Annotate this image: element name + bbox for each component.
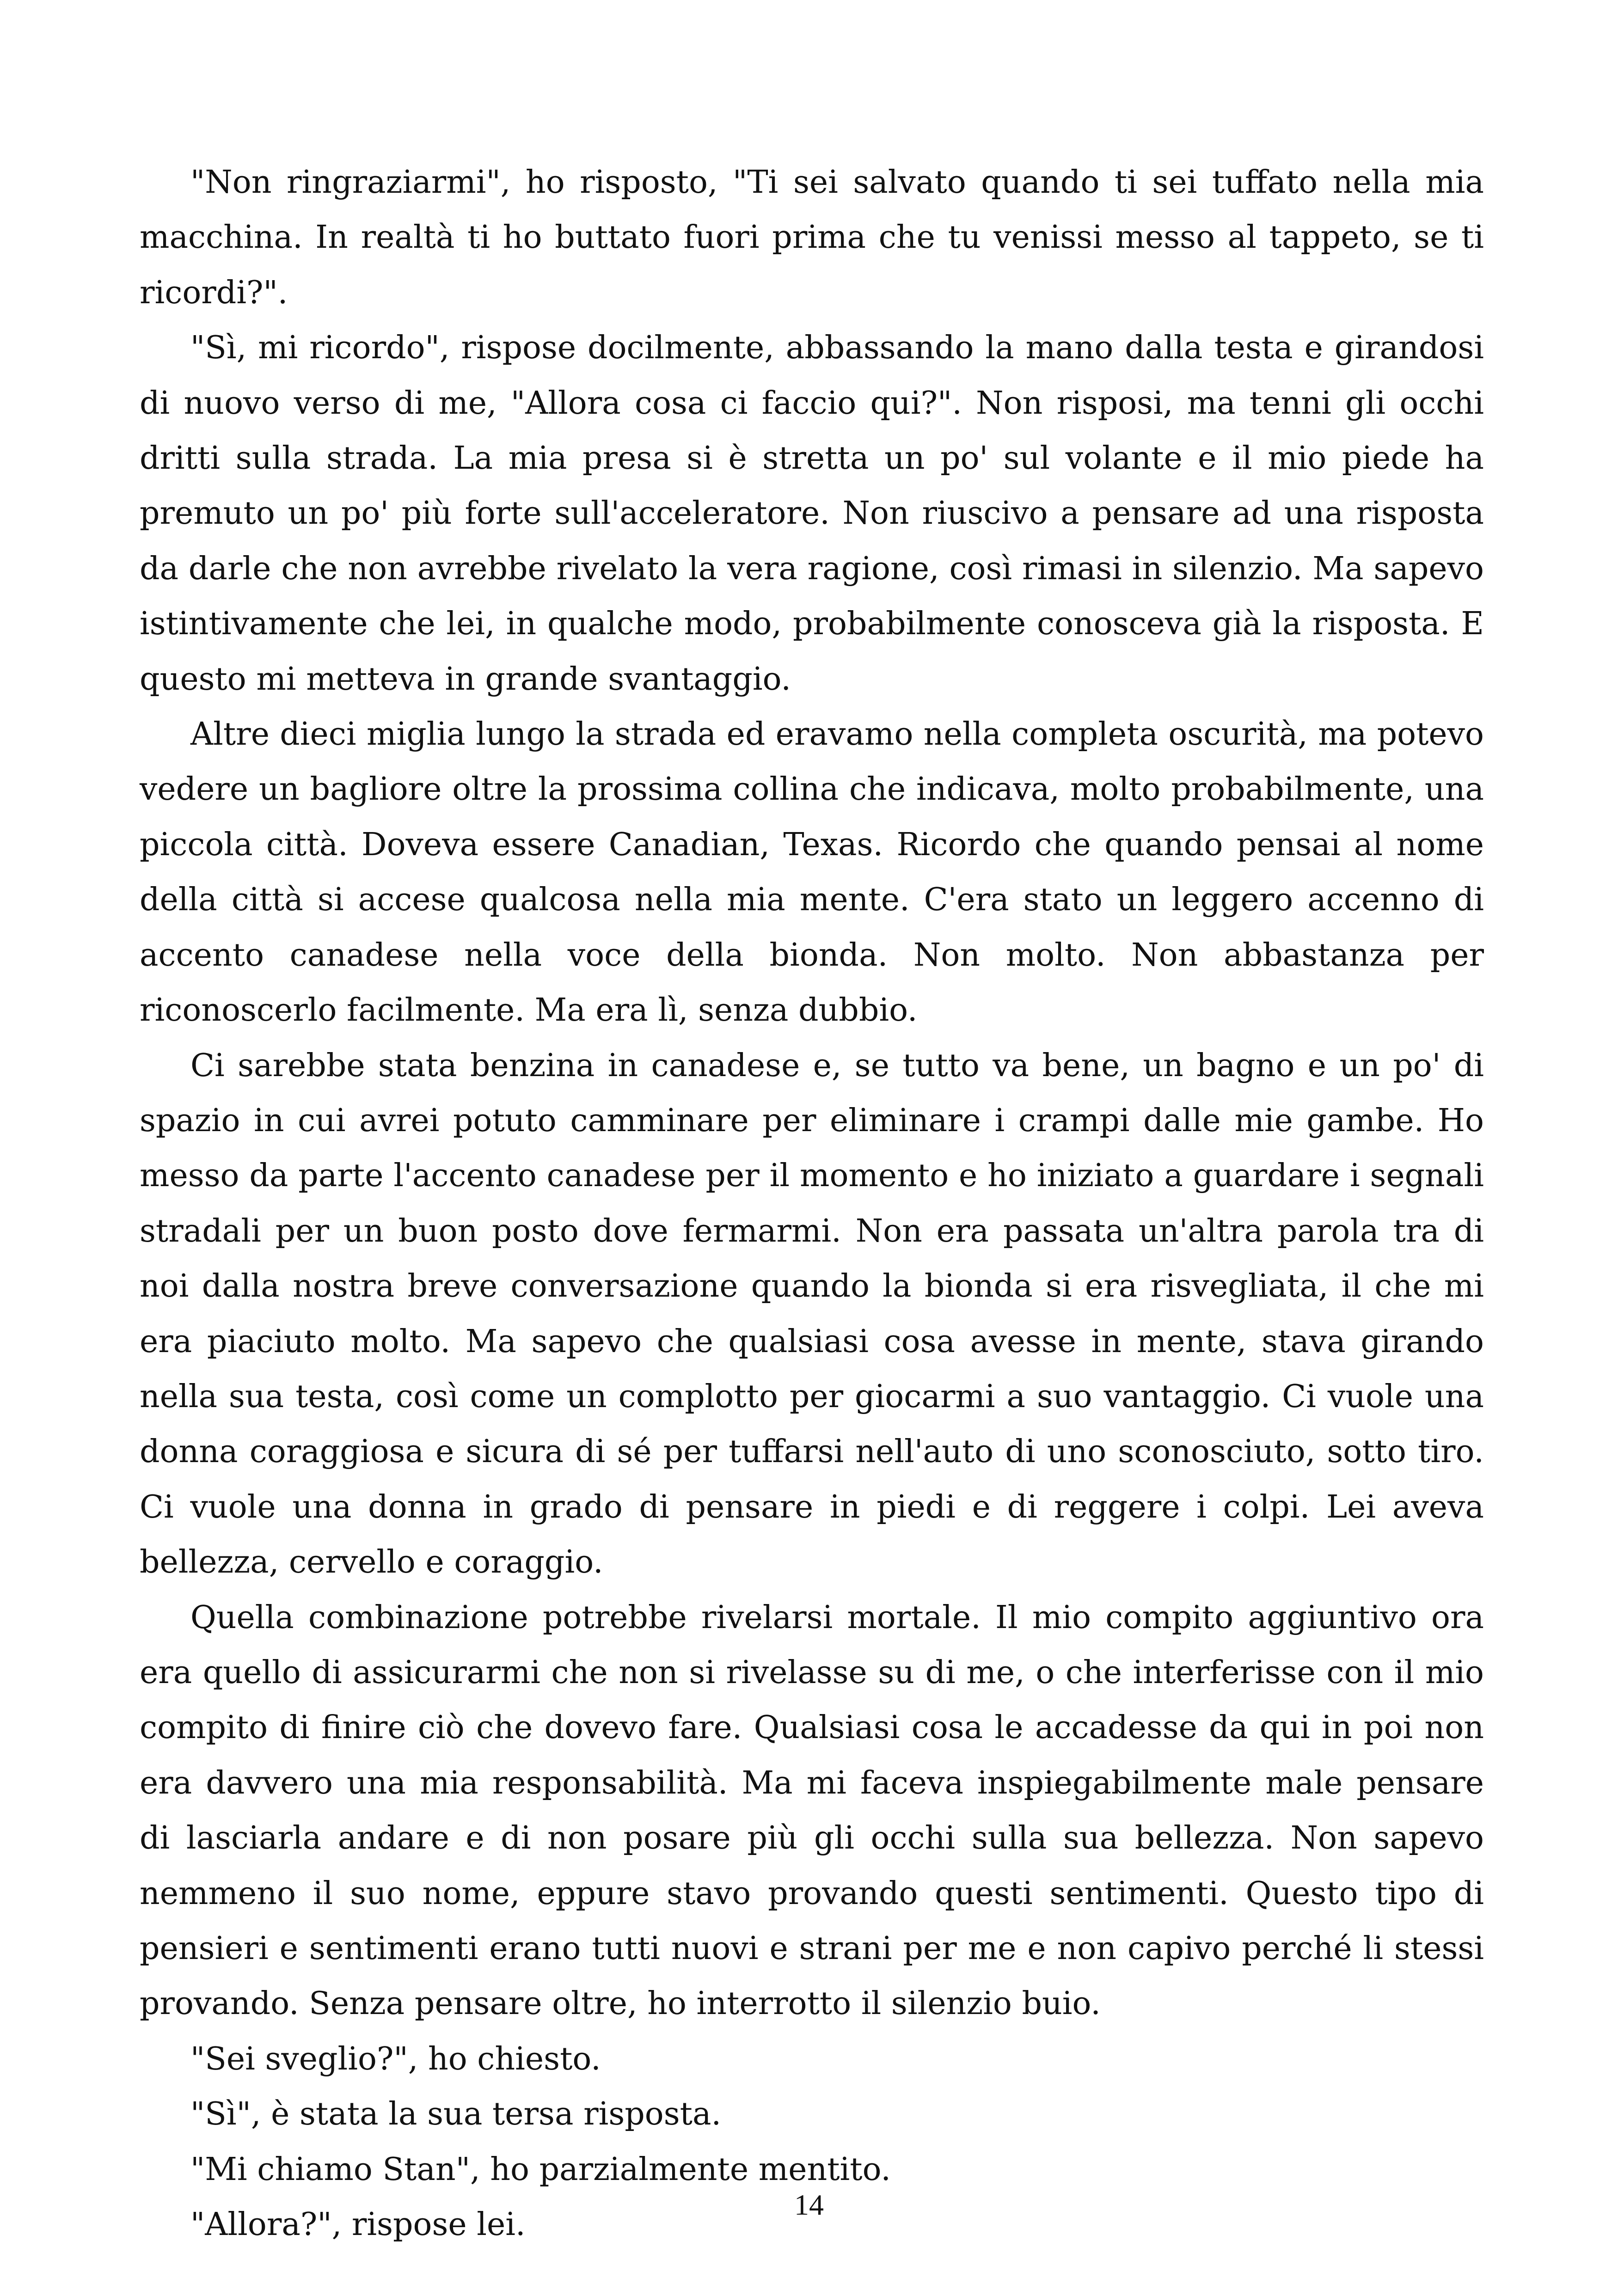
dialogue-line: "Sì", è stata la sua tersa risposta. <box>190 2096 722 2133</box>
paragraph: Altre dieci miglia lungo la strada ed eravamo nella completa oscurità, ma potevo vedere un bagliore oltre la prossima collina che indicava, molto probabilmente, una piccola città. Doveva essere Canadian, Texas. Ricordo che quando pensai al nome della città si accese qualcosa nella mia mente. C'era stato un leggero accenno di accento canadese nella voce della bionda. Non molto. Non abbastanza per riconoscerlo facilmente. Ma era lì, senza dubbio. <box>140 716 1484 1029</box>
paragraph: Quella combinazione potrebbe rivelarsi mortale. Il mio compito aggiuntivo ora era quello di assicurarmi che non si rivelasse su di me, o che interferisse con il mio compito di finire ciò che dovevo fare. Qualsiasi cosa le accadesse da qui in poi non era davvero una mia responsabilità. Ma mi faceva inspiegabilmente male pensare di lasciarla andare e di non posare più gli occhi sulla sua bellezza. Non sapevo nemmeno il suo nome, eppure stavo provando questi sentimenti. Questo tipo di pensieri e sentimenti erano tutti nuovi e strani per me e non capivo perché li stessi provando. Senza pensare oltre, ho interrotto il silenzio buio. <box>140 1599 1484 2022</box>
dialogue-line: "Sei sveglio?", ho chiesto. <box>190 2040 601 2077</box>
body-text <box>140 155 1484 2252</box>
dialogue-line: "Mi chiamo Stan", ho parzialmente mentito. <box>190 2151 891 2188</box>
paragraph: Ci sarebbe stata benzina in canadese e, se tutto va bene, un bagno e un po' di spazio in cui avrei potuto camminare per eliminare i crampi dalle mie gambe. Ho messo da parte l'accento canadese per il momento e ho iniziato a guardare i segnali stradali per un buon posto dove fermarmi. Non era passata un'altra parola tra di noi dalla nostra breve conversazione quando la bionda si era risvegliata, il che mi era piaciuto molto. Ma sapevo che qualsiasi cosa avesse in mente, stava girando nella sua testa, così come un complotto per giocarmi a suo vantaggio. Ci vuole una donna coraggiosa e sicura di sé per tuffarsi nell'auto di uno sconosciuto, sotto tiro. Ci vuole una donna in grado di pensare in piedi e di reggere i colpi. Lei aveva bellezza, cervello e coraggio. <box>140 1047 1484 1581</box>
dialogue-line: "Allora?", rispose lei. <box>190 2206 526 2243</box>
paragraph: "Non ringraziarmi", ho risposto, "Ti sei salvato quando ti sei tuffato nella mia macchina. In realtà ti ho buttato fuori prima che tu venissi messo al tappeto, se ti ricordi?". <box>140 164 1484 311</box>
page-number: 14 <box>794 2188 824 2221</box>
paragraph: "Sì, mi ricordo", rispose docilmente, abbassando la mano dalla testa e girandosi di nuovo verso di me, "Allora cosa ci faccio qui?". Non risposi, ma tenni gli occhi dritti sulla strada. La mia presa si è stretta un po' sul volante e il mio piede ha premuto un po' più forte sull'acceleratore. Non riuscivo a pensare ad una risposta da darle che non avrebbe rivelato la vera ragione, così rimasi in silenzio. Ma sapevo istintivamente che lei, in qualche modo, probabilmente conosceva già la risposta. E questo mi metteva in grande svantaggio. <box>140 330 1484 698</box>
